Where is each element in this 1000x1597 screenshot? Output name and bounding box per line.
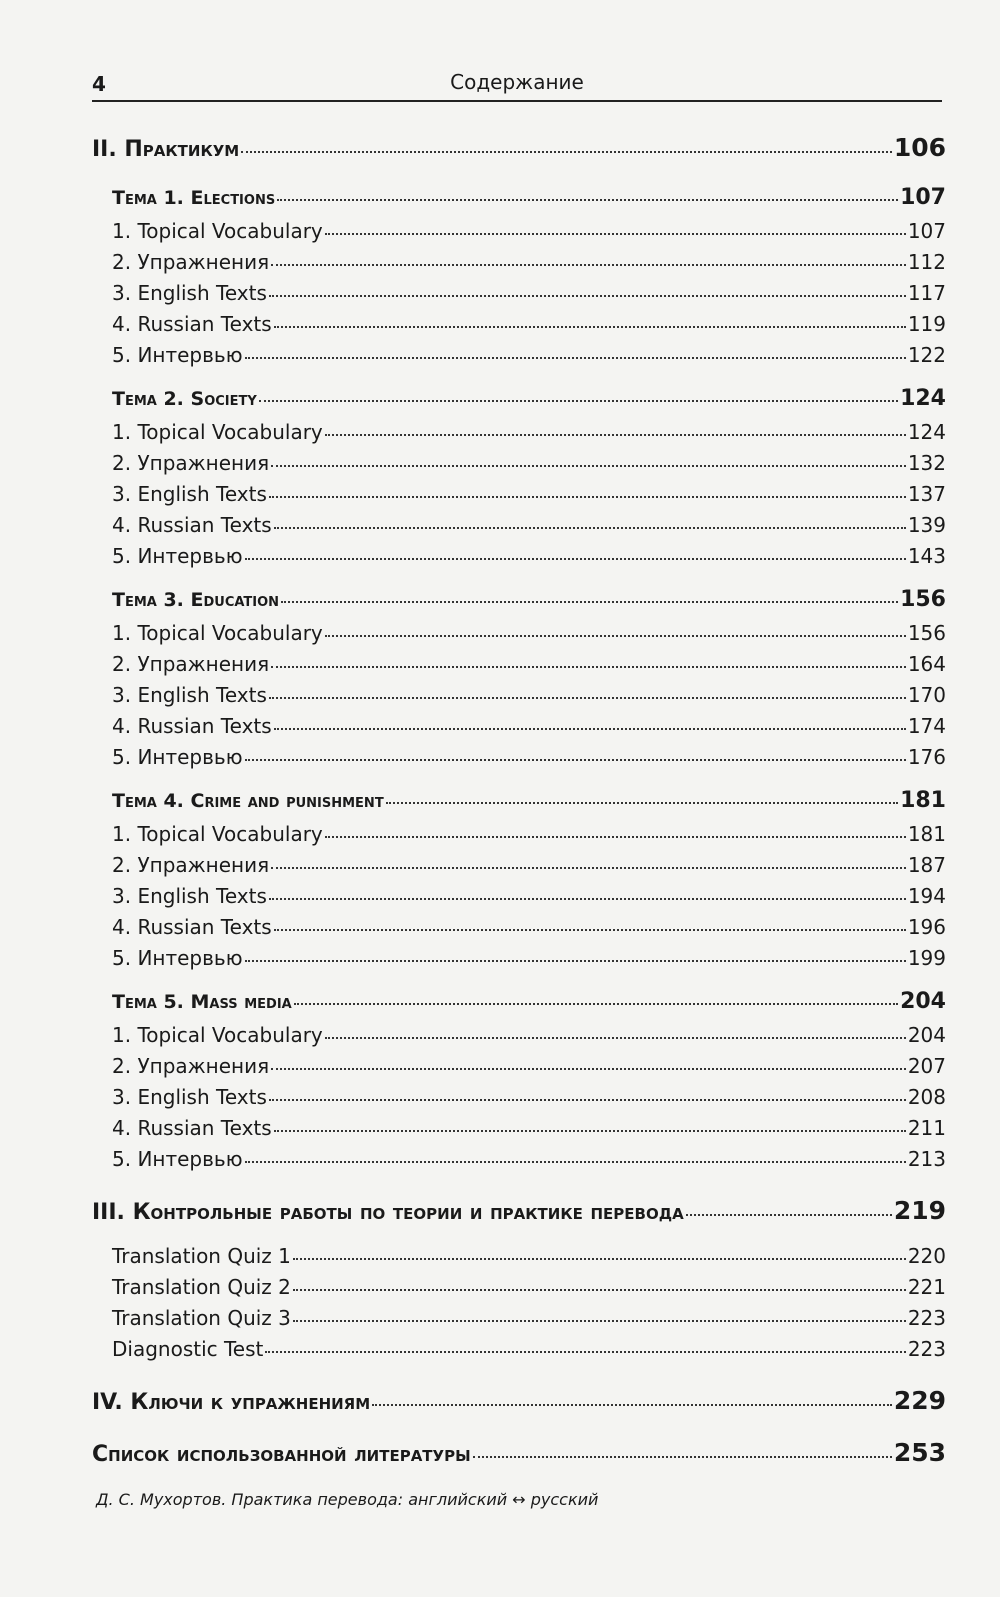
toc-topic-label: Тема 1. Elections [112, 187, 276, 209]
leader-dots [294, 1003, 898, 1005]
leader-dots [271, 666, 906, 668]
toc-page-number: 207 [907, 1054, 946, 1078]
leader-dots [386, 802, 898, 804]
toc-item [92, 1241, 946, 1272]
toc-item [92, 881, 946, 912]
toc-item-label: 3. English Texts [112, 482, 267, 506]
leader-dots [293, 1258, 906, 1260]
page-number: 4 [92, 72, 106, 96]
toc-page-number: 112 [907, 250, 946, 274]
toc-item-label: Translation Quiz 2 [112, 1275, 291, 1299]
toc-item-label: 4. Russian Texts [112, 312, 272, 336]
leader-dots [271, 1068, 906, 1070]
toc-item-label: 1. Topical Vocabulary [112, 219, 323, 243]
toc-page-number: 107 [907, 219, 946, 243]
toc-item-label: 4. Russian Texts [112, 513, 272, 537]
toc-item-label: 5. Интервью [112, 544, 243, 568]
toc-item [92, 1051, 946, 1082]
toc-page-number: 196 [907, 915, 946, 939]
toc-item-label: 3. English Texts [112, 281, 267, 305]
leader-dots [277, 199, 898, 201]
toc-page-number: 176 [907, 745, 946, 769]
leader-dots [271, 465, 906, 467]
toc-page-number: 194 [907, 884, 946, 908]
leader-dots [274, 326, 906, 328]
toc-item-label: 3. English Texts [112, 884, 267, 908]
toc-item [92, 943, 946, 974]
toc-page-number: 164 [907, 652, 946, 676]
toc-item-label: 1. Topical Vocabulary [112, 822, 323, 846]
toc-item [92, 618, 946, 649]
page-footer: Д. С. Мухортов. Практика перевода: английский ↔ русский [96, 1490, 599, 1509]
leader-dots [241, 151, 892, 153]
leader-dots [274, 1130, 906, 1132]
running-title: Содержание [450, 70, 584, 94]
toc-page-number: 156 [900, 587, 946, 612]
toc-item-label: 4. Russian Texts [112, 714, 272, 738]
toc-item [92, 417, 946, 448]
toc-page-number: 199 [907, 946, 946, 970]
toc-topic-education [92, 582, 946, 618]
toc-page-number: 107 [900, 185, 946, 210]
toc-page-number: 208 [907, 1085, 946, 1109]
toc-item-label: 5. Интервью [112, 745, 243, 769]
toc-page-number: 122 [907, 343, 946, 367]
leader-dots [269, 697, 906, 699]
toc-item-label: 5. Интервью [112, 1147, 243, 1171]
toc-page-number: 204 [907, 1023, 946, 1047]
leader-dots [259, 400, 898, 402]
toc-item [92, 278, 946, 309]
toc-item [92, 448, 946, 479]
leader-dots [245, 759, 906, 761]
toc-part-label: IV. Ключи к упражнениям [92, 1390, 371, 1415]
leader-dots [245, 1161, 906, 1163]
toc-page-number: 211 [907, 1116, 946, 1140]
toc-item-label: 2. Упражнения [112, 652, 270, 676]
toc-item-label: 4. Russian Texts [112, 1116, 272, 1140]
toc-item-label: 4. Russian Texts [112, 915, 272, 939]
toc-item [92, 309, 946, 340]
toc-page-number: 143 [907, 544, 946, 568]
toc-page-number: 170 [907, 683, 946, 707]
leader-dots [265, 1351, 905, 1353]
toc-page-number: 223 [907, 1337, 946, 1361]
toc-part-control-works [92, 1191, 946, 1231]
toc-page-number: 132 [907, 451, 946, 475]
toc-part-keys [92, 1381, 946, 1421]
toc-item-label: Diagnostic Test [112, 1337, 264, 1361]
leader-dots [269, 1099, 906, 1101]
leader-dots [269, 898, 906, 900]
toc-page-number: 106 [893, 133, 946, 162]
toc-item [92, 340, 946, 371]
leader-dots [293, 1320, 906, 1322]
leader-dots [245, 960, 906, 962]
toc-item-label: Translation Quiz 1 [112, 1244, 291, 1268]
toc-item [92, 541, 946, 572]
toc-item-label: 1. Topical Vocabulary [112, 420, 323, 444]
toc-page-number: 156 [907, 621, 946, 645]
leader-dots [274, 527, 906, 529]
toc-item [92, 216, 946, 247]
leader-dots [325, 635, 906, 637]
leader-dots [245, 558, 906, 560]
toc-item [92, 711, 946, 742]
toc-item-label: 2. Упражнения [112, 250, 270, 274]
toc-topic-society [92, 381, 946, 417]
toc-page-number: 174 [907, 714, 946, 738]
toc-item-label: 2. Упражнения [112, 853, 270, 877]
toc-part-label: III. Контрольные работы по теории и практике перевода [92, 1200, 684, 1225]
leader-dots [325, 836, 906, 838]
leader-dots [269, 295, 906, 297]
toc-page-number: 219 [893, 1196, 946, 1225]
toc-item [92, 510, 946, 541]
leader-dots [325, 1037, 906, 1039]
toc-page-number: 220 [907, 1244, 946, 1268]
toc-references [92, 1433, 946, 1473]
toc-part-label: II. Практикум [92, 137, 240, 162]
toc-page-number: 221 [907, 1275, 946, 1299]
toc-item-label: 5. Интервью [112, 343, 243, 367]
toc-page-number: 253 [893, 1438, 946, 1467]
toc-page-number: 139 [907, 513, 946, 537]
toc-page-number: 137 [907, 482, 946, 506]
toc-item [92, 479, 946, 510]
leader-dots [686, 1214, 892, 1216]
toc-item [92, 819, 946, 850]
leader-dots [274, 929, 906, 931]
leader-dots [245, 357, 906, 359]
table-of-contents [92, 128, 946, 1473]
toc-item-label: Translation Quiz 3 [112, 1306, 291, 1330]
leader-dots [293, 1289, 906, 1291]
toc-page-number: 117 [907, 281, 946, 305]
page-header [92, 66, 942, 102]
toc-item [92, 850, 946, 881]
toc-topic-crime [92, 783, 946, 819]
toc-item [92, 1272, 946, 1303]
toc-item-label: 3. English Texts [112, 1085, 267, 1109]
toc-item-label: 2. Упражнения [112, 451, 270, 475]
toc-topic-label: Тема 2. Society [112, 388, 257, 410]
toc-page-number: 213 [907, 1147, 946, 1171]
leader-dots [473, 1456, 892, 1458]
toc-item [92, 247, 946, 278]
leader-dots [271, 867, 906, 869]
toc-item-label: 2. Упражнения [112, 1054, 270, 1078]
toc-topic-label: Тема 4. Crime and punishment [112, 790, 384, 812]
toc-item [92, 680, 946, 711]
toc-item [92, 912, 946, 943]
toc-item-label: 3. English Texts [112, 683, 267, 707]
leader-dots [325, 434, 906, 436]
toc-item [92, 1144, 946, 1175]
toc-item [92, 742, 946, 773]
toc-topic-label: Тема 3. Education [112, 589, 280, 611]
toc-item-label: 1. Topical Vocabulary [112, 621, 323, 645]
toc-item [92, 1303, 946, 1334]
toc-page-number: 119 [907, 312, 946, 336]
toc-item-label: 5. Интервью [112, 946, 243, 970]
leader-dots [325, 233, 906, 235]
toc-topic-label: Тема 5. Mass media [112, 991, 292, 1013]
leader-dots [274, 728, 906, 730]
toc-page-number: 124 [900, 386, 946, 411]
toc-page-number: 204 [900, 989, 946, 1014]
toc-item [92, 1113, 946, 1144]
toc-topic-mass-media [92, 984, 946, 1020]
toc-page-number: 229 [893, 1386, 946, 1415]
toc-part-label: Список использованной литературы [92, 1442, 471, 1467]
leader-dots [269, 496, 906, 498]
toc-page-number: 181 [907, 822, 946, 846]
toc-page-number: 124 [907, 420, 946, 444]
toc-part-practicum [92, 128, 946, 168]
toc-item-label: 1. Topical Vocabulary [112, 1023, 323, 1047]
toc-item [92, 1082, 946, 1113]
toc-page-number: 223 [907, 1306, 946, 1330]
toc-page-number: 181 [900, 788, 946, 813]
leader-dots [271, 264, 906, 266]
toc-item [92, 649, 946, 680]
leader-dots [281, 601, 898, 603]
leader-dots [372, 1404, 892, 1406]
toc-page-number: 187 [907, 853, 946, 877]
toc-item [92, 1334, 946, 1365]
toc-topic-elections [92, 180, 946, 216]
toc-item [92, 1020, 946, 1051]
